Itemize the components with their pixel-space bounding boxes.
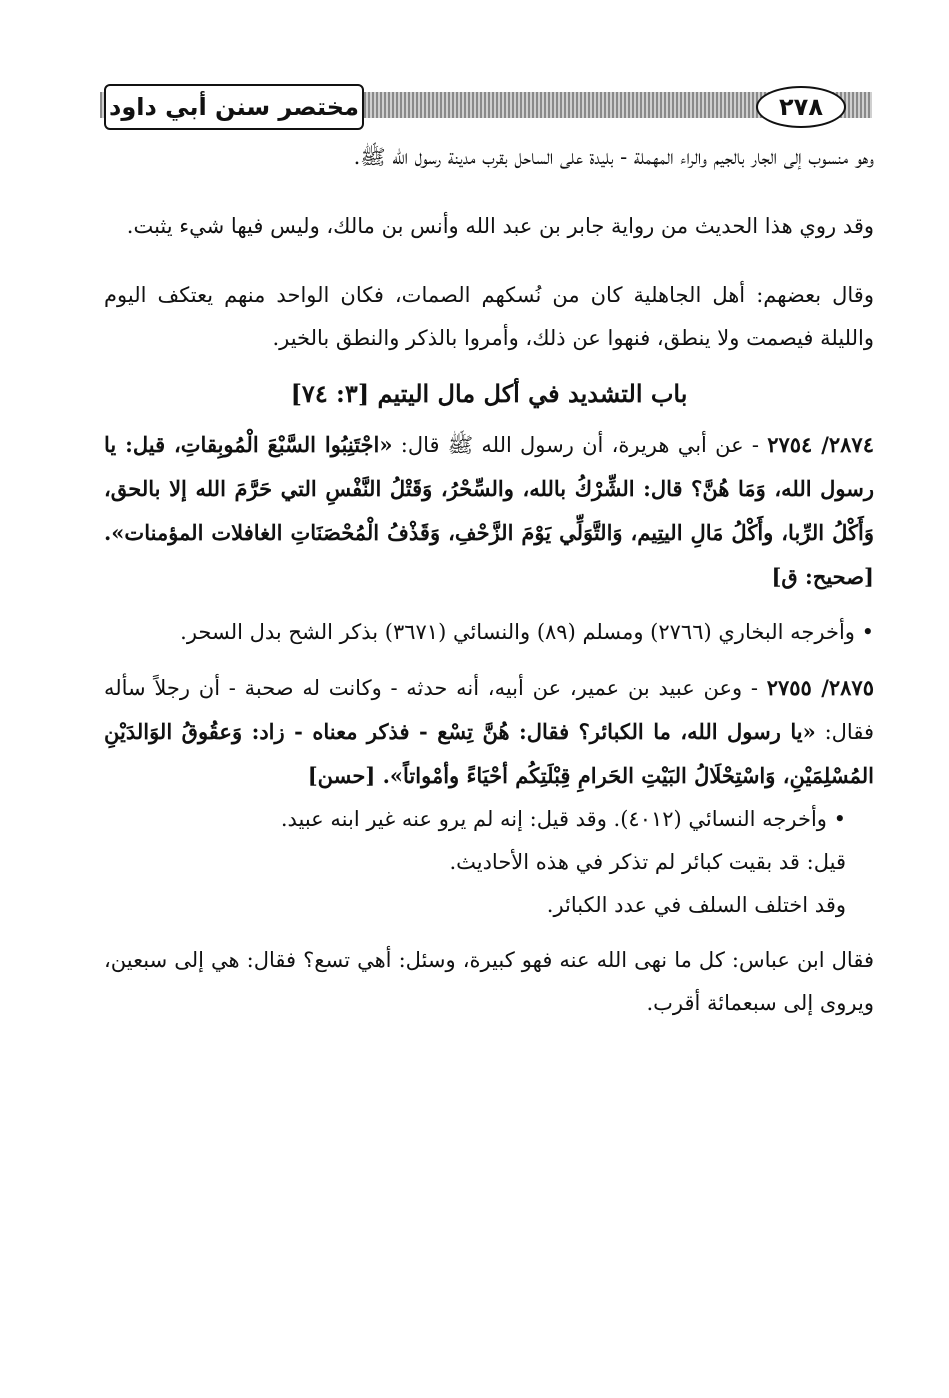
page-number-badge	[756, 86, 846, 128]
comment-salaf-disagreement: وقد اختلف السلف في عدد الكبائر.	[546, 893, 846, 917]
paragraph-nisba: وهو منسوب إلى الجار بالجيم والراء المهملة - بليدة على الساحل بقرب مدينة رسول الله ﷺ.	[353, 145, 874, 169]
hadith-matn: «اجْتَنِبُوا السَّبْعَ الْمُوبِقاتِ، قيل: يا رسول الله، وَمَا هُنَّ؟ قال: الشِّرْكُ بالله، والسِّحْرُ، وَقَتْلُ النَّفْسِ التي حَرَّمَ الله إلا بالحق، وَأَكْلُ الرِّبا، وأَكْلُ مَالِ اليتِيم، وَالتَّوَلِّي يَوْمَ الزَّحْفِ، وَقَذْفُ الْمُحْصَنَاتِ الغافلات المؤمنات». [صحيح: ق]	[104, 432, 874, 589]
page-body	[104, 136, 874, 1025]
chapter-heading: باب التشديد في أكل مال اليتيم [٣: ٧٤]	[290, 379, 688, 408]
page-header	[100, 82, 872, 130]
comment-kabair-remaining: قيل: قد بقيت كبائر لم تذكر في هذه الأحاديث.	[449, 850, 846, 874]
page-number: ٢٧٨	[779, 93, 823, 121]
comment-ibn-abbas: فقال ابن عباس: كل ما نهى الله عنه فهو كبيرة، وسئل: أهي تسع؟ فقال: هي إلى سبعين، ويروى إلى سبعمائة أقرب.	[104, 948, 874, 1015]
hadith-number: ٢٨٧٤/ ٢٧٥٤	[767, 432, 874, 457]
book-title-box	[104, 84, 364, 130]
hadith-isnad: - عن أبي هريرة، أن رسول الله ﷺ قال:	[392, 433, 768, 457]
takhrij-2875: • وأخرجه النسائي (٤٠١٢). وقد قيل: إنه لم يرو عنه غير ابنه عبيد.	[280, 807, 846, 831]
hadith-number: ٢٨٧٥/ ٢٧٥٥	[766, 675, 874, 700]
hadith-2874	[104, 423, 874, 599]
paragraph-riwaya: وقد روي هذا الحديث من رواية جابر بن عبد الله وأنس بن مالك، وليس فيها شيء يثبت.	[126, 214, 874, 238]
hadith-matn: «يا رسول الله، ما الكبائر؟ فقال: هُنَّ تِسْع - فذكر معناه - زاد: وَعقُوقُ الوَالدَيْنِ المُسْلِمَيْنِ، وَاسْتِحْلَالُ البَيْتِ الحَرامِ قِبْلَتِكُم أحْيَاءً وأمْواتاً». [حسن]	[104, 719, 874, 788]
book-title: مختصر سنن أبي داود	[109, 93, 359, 121]
takhrij-2874: • وأخرجه البخاري (٢٧٦٦) ومسلم (٨٩) والنسائي (٣٦٧١) بذكر الشح بدل السحر.	[180, 620, 874, 644]
paragraph-sumat: وقال بعضهم: أهل الجاهلية كان من نُسكهم الصمات، فكان الواحد منهم يعتكف اليوم والليلة فيصمت ولا ينطق، فنهوا عن ذلك، وأمروا بالذكر والنطق بالخير.	[104, 283, 874, 350]
hadith-isnad: - وعن عبيد بن عمير، عن أبيه، أنه حدثه - وكانت له صحبة - أن رجلاً سأله فقال:	[104, 676, 874, 744]
hadith-2875	[104, 666, 874, 798]
